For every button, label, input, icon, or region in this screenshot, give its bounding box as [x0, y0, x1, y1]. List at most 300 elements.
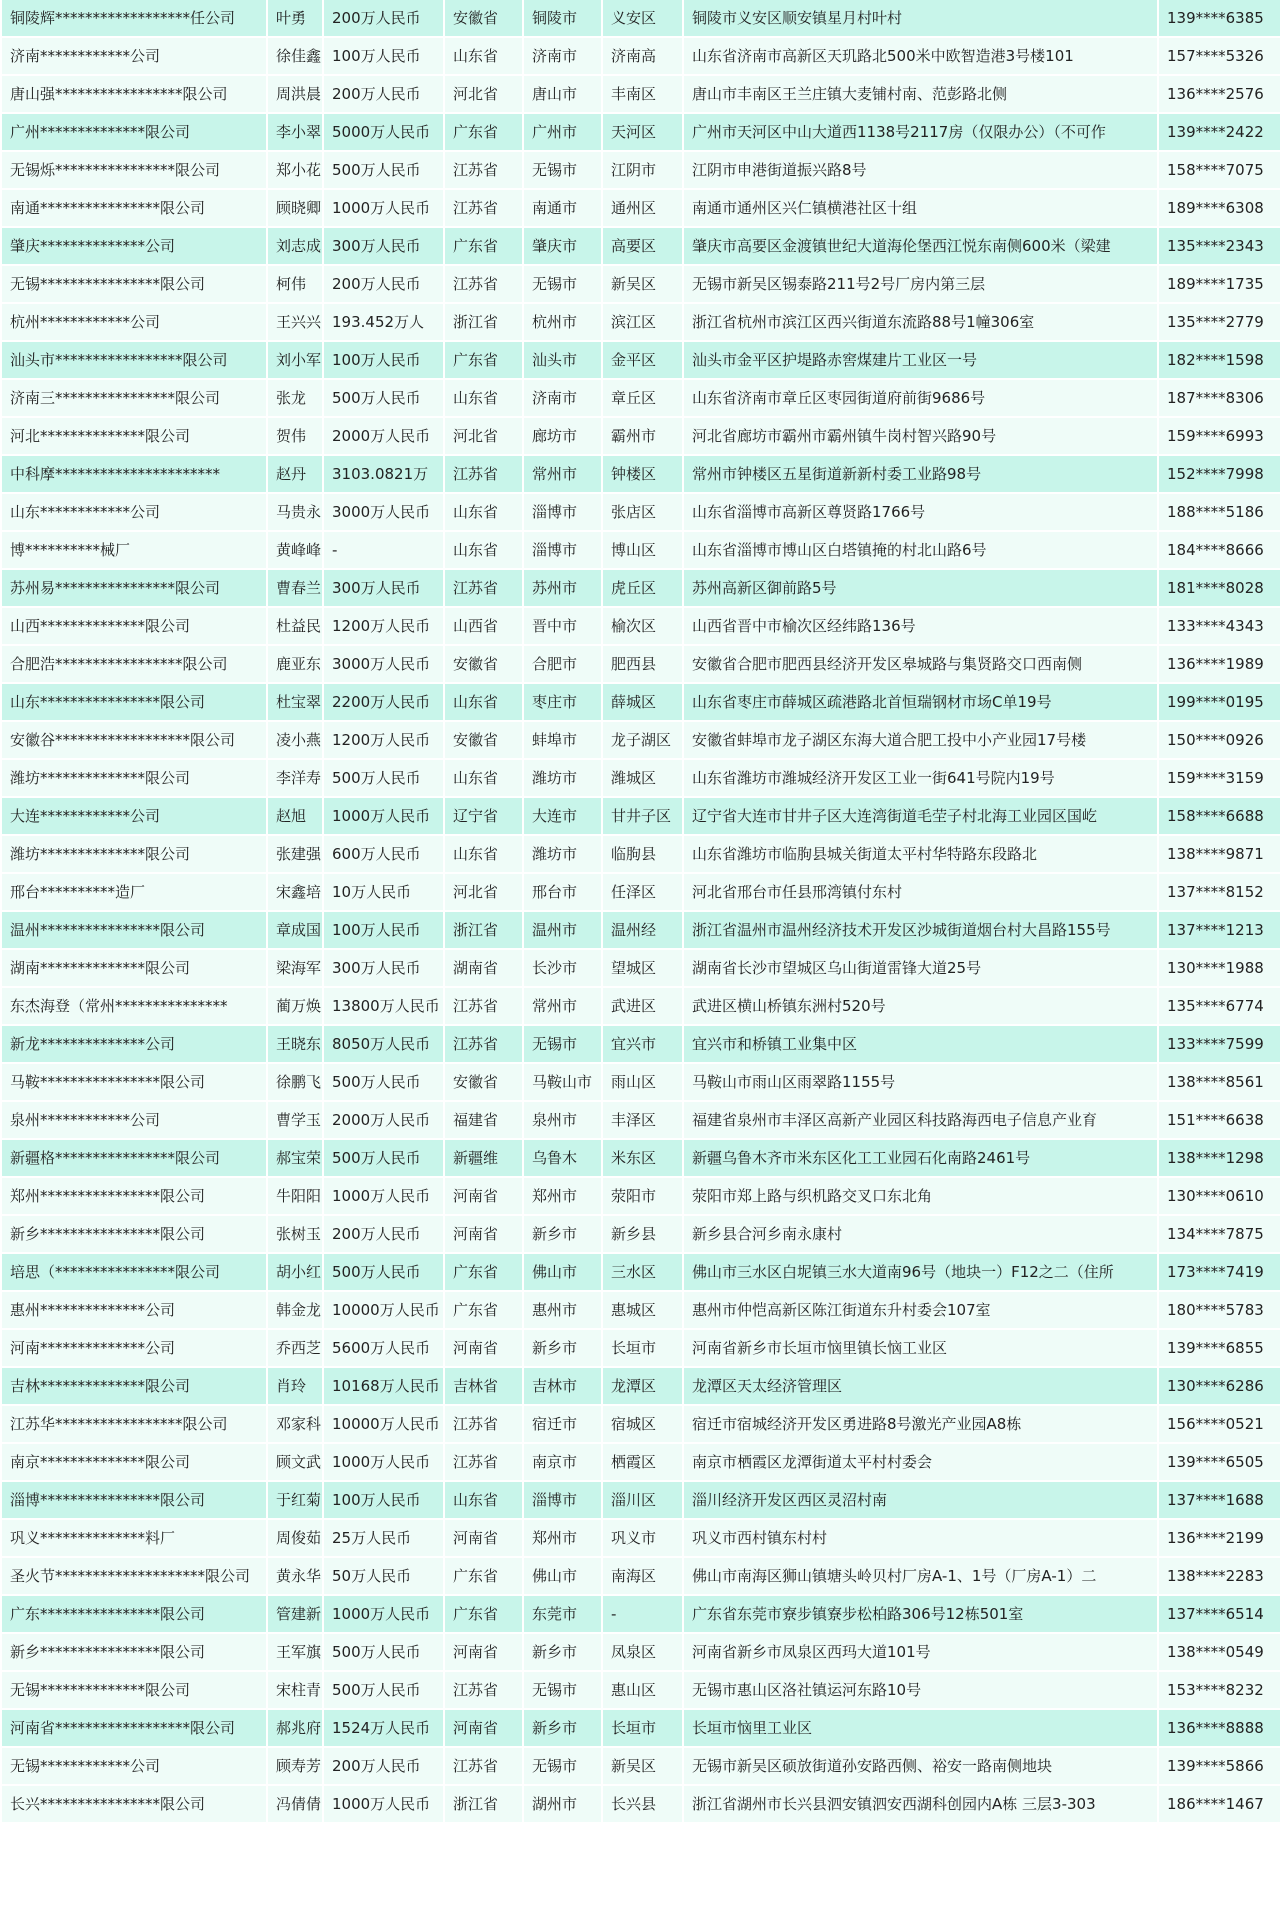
company-name-cell: 唐山强*****************限公司 [2, 76, 266, 112]
province-cell: 安徽省 [445, 0, 522, 36]
registered-capital-cell: 100万人民币 [324, 342, 443, 378]
table-row [2, 532, 1280, 568]
city-cell: 温州市 [524, 912, 601, 948]
district-cell: 荥阳市 [603, 1178, 682, 1214]
table-row [2, 798, 1280, 834]
district-cell: 甘井子区 [603, 798, 682, 834]
phone-cell: 150****0926 [1159, 722, 1280, 758]
company-name-cell: 苏州易****************限公司 [2, 570, 266, 606]
province-cell: 河北省 [445, 418, 522, 454]
district-cell: 江阴市 [603, 152, 682, 188]
city-cell: 邢台市 [524, 874, 601, 910]
district-cell: 丰南区 [603, 76, 682, 112]
province-cell: 河南省 [445, 1520, 522, 1556]
company-name-cell: 新乡****************限公司 [2, 1216, 266, 1252]
province-cell: 浙江省 [445, 1786, 522, 1822]
table-row [2, 152, 1280, 188]
province-cell: 江苏省 [445, 1748, 522, 1784]
province-cell: 山东省 [445, 38, 522, 74]
registered-capital-cell: 1000万人民币 [324, 1596, 443, 1632]
company-name-cell: 河南**************公司 [2, 1330, 266, 1366]
table-row [2, 988, 1280, 1024]
contact-name-cell: 张建强 [268, 836, 322, 872]
company-name-cell: 马鞍****************限公司 [2, 1064, 266, 1100]
phone-cell: 138****0549 [1159, 1634, 1280, 1670]
province-cell: 山东省 [445, 532, 522, 568]
registered-capital-cell: 2000万人民币 [324, 418, 443, 454]
city-cell: 广州市 [524, 114, 601, 150]
city-cell: 宿迁市 [524, 1406, 601, 1442]
registered-capital-cell: 5600万人民币 [324, 1330, 443, 1366]
table-row [2, 76, 1280, 112]
address-cell: 河北省廊坊市霸州市霸州镇牛岗村智兴路90号 [684, 418, 1157, 454]
contact-name-cell: 顾晓卿 [268, 190, 322, 226]
table-row [2, 1026, 1280, 1062]
registered-capital-cell: 200万人民币 [324, 76, 443, 112]
address-cell: 福建省泉州市丰泽区高新产业园区科技路海西电子信息产业育 [684, 1102, 1157, 1138]
company-name-cell: 新龙**************公司 [2, 1026, 266, 1062]
district-cell: 凤泉区 [603, 1634, 682, 1670]
table-row [2, 1520, 1280, 1556]
table-row [2, 1482, 1280, 1518]
table-row [2, 1216, 1280, 1252]
company-name-cell: 山东****************限公司 [2, 684, 266, 720]
province-cell: 河南省 [445, 1330, 522, 1366]
city-cell: 济南市 [524, 38, 601, 74]
phone-cell: 184****8666 [1159, 532, 1280, 568]
table-row [2, 1064, 1280, 1100]
phone-cell: 139****2422 [1159, 114, 1280, 150]
company-name-cell: 无锡**************限公司 [2, 1672, 266, 1708]
company-name-cell: 邢台**********造厂 [2, 874, 266, 910]
district-cell: 张店区 [603, 494, 682, 530]
contact-name-cell: 李小翠 [268, 114, 322, 150]
company-name-cell: 无锡烁****************限公司 [2, 152, 266, 188]
contact-name-cell: 赵旭 [268, 798, 322, 834]
address-cell: 长垣市恼里工业区 [684, 1710, 1157, 1746]
registered-capital-cell: 1524万人民币 [324, 1710, 443, 1746]
district-cell: 薛城区 [603, 684, 682, 720]
district-cell: 通州区 [603, 190, 682, 226]
phone-cell: 130****1988 [1159, 950, 1280, 986]
province-cell: 河北省 [445, 76, 522, 112]
district-cell: 任泽区 [603, 874, 682, 910]
phone-cell: 138****2283 [1159, 1558, 1280, 1594]
registered-capital-cell: 500万人民币 [324, 1634, 443, 1670]
address-cell: 山东省济南市章丘区枣园街道府前街9686号 [684, 380, 1157, 416]
province-cell: 江苏省 [445, 456, 522, 492]
district-cell: 金平区 [603, 342, 682, 378]
district-cell: 南海区 [603, 1558, 682, 1594]
registered-capital-cell: 1200万人民币 [324, 608, 443, 644]
address-cell: 浙江省温州市温州经济技术开发区沙城街道烟台村大昌路155号 [684, 912, 1157, 948]
company-name-cell: 中科摩********************** [2, 456, 266, 492]
registered-capital-cell: 3000万人民币 [324, 646, 443, 682]
city-cell: 淄博市 [524, 1482, 601, 1518]
phone-cell: 159****3159 [1159, 760, 1280, 796]
company-name-cell: 潍坊**************限公司 [2, 836, 266, 872]
province-cell: 河南省 [445, 1216, 522, 1252]
city-cell: 无锡市 [524, 1748, 601, 1784]
registered-capital-cell: 5000万人民币 [324, 114, 443, 150]
address-cell: 肇庆市高要区金渡镇世纪大道海伦堡西江悦东南侧600米（梁建 [684, 228, 1157, 264]
table-row [2, 114, 1280, 150]
district-cell: - [603, 1596, 682, 1632]
province-cell: 河南省 [445, 1634, 522, 1670]
city-cell: 东莞市 [524, 1596, 601, 1632]
address-cell: 河南省新乡市长垣市恼里镇长恼工业区 [684, 1330, 1157, 1366]
company-name-cell: 泉州************公司 [2, 1102, 266, 1138]
address-cell: 宿迁市宿城经济开发区勇进路8号激光产业园A8栋 [684, 1406, 1157, 1442]
address-cell: 新乡县合河乡南永康村 [684, 1216, 1157, 1252]
address-cell: 山东省潍坊市临朐县城关街道太平村华特路东段路北 [684, 836, 1157, 872]
registered-capital-cell: 500万人民币 [324, 1140, 443, 1176]
address-cell: 铜陵市义安区顺安镇星月村叶村 [684, 0, 1157, 36]
registered-capital-cell: 1000万人民币 [324, 1178, 443, 1214]
city-cell: 无锡市 [524, 1672, 601, 1708]
registered-capital-cell: 200万人民币 [324, 266, 443, 302]
table-row [2, 304, 1280, 340]
company-name-cell: 河南省******************限公司 [2, 1710, 266, 1746]
district-cell: 新乡县 [603, 1216, 682, 1252]
city-cell: 新乡市 [524, 1710, 601, 1746]
company-name-cell: 培思（****************限公司 [2, 1254, 266, 1290]
address-cell: 辽宁省大连市甘井子区大连湾街道毛茔子村北海工业园区国屹 [684, 798, 1157, 834]
registered-capital-cell: 500万人民币 [324, 1254, 443, 1290]
city-cell: 铜陵市 [524, 0, 601, 36]
address-cell: 唐山市丰南区王兰庄镇大麦铺村南、范彭路北侧 [684, 76, 1157, 112]
company-name-cell: 济南************公司 [2, 38, 266, 74]
company-name-cell: 无锡************公司 [2, 1748, 266, 1784]
city-cell: 苏州市 [524, 570, 601, 606]
table-row [2, 266, 1280, 302]
province-cell: 广东省 [445, 1292, 522, 1328]
phone-cell: 151****6638 [1159, 1102, 1280, 1138]
registered-capital-cell: 300万人民币 [324, 570, 443, 606]
contact-name-cell: 黄峰峰 [268, 532, 322, 568]
phone-cell: 182****1598 [1159, 342, 1280, 378]
table-row [2, 570, 1280, 606]
table-row [2, 380, 1280, 416]
phone-cell: 136****8888 [1159, 1710, 1280, 1746]
contact-name-cell: 韩金龙 [268, 1292, 322, 1328]
company-name-cell: 济南三****************限公司 [2, 380, 266, 416]
district-cell: 龙潭区 [603, 1368, 682, 1404]
city-cell: 新乡市 [524, 1216, 601, 1252]
province-cell: 福建省 [445, 1102, 522, 1138]
contact-name-cell: 杜宝翠 [268, 684, 322, 720]
city-cell: 长沙市 [524, 950, 601, 986]
registered-capital-cell: 3103.0821万 [324, 456, 443, 492]
contact-name-cell: 王兴兴 [268, 304, 322, 340]
phone-cell: 158****6688 [1159, 798, 1280, 834]
company-name-cell: 山东************公司 [2, 494, 266, 530]
address-cell: 淄川经济开发区西区灵沼村南 [684, 1482, 1157, 1518]
city-cell: 蚌埠市 [524, 722, 601, 758]
address-cell: 佛山市三水区白坭镇三水大道南96号（地块一）F12之二（住所 [684, 1254, 1157, 1290]
address-cell: 广州市天河区中山大道西1138号2117房（仅限办公）（不可作 [684, 114, 1157, 150]
phone-cell: 130****6286 [1159, 1368, 1280, 1404]
table-row [2, 874, 1280, 910]
district-cell: 巩义市 [603, 1520, 682, 1556]
registered-capital-cell: 50万人民币 [324, 1558, 443, 1594]
registered-capital-cell: 25万人民币 [324, 1520, 443, 1556]
province-cell: 山东省 [445, 380, 522, 416]
city-cell: 淄博市 [524, 494, 601, 530]
address-cell: 南京市栖霞区龙潭街道太平村村委会 [684, 1444, 1157, 1480]
contact-name-cell: 刘小军 [268, 342, 322, 378]
city-cell: 淄博市 [524, 532, 601, 568]
address-cell: 无锡市惠山区洛社镇运河东路10号 [684, 1672, 1157, 1708]
company-name-cell: 长兴****************限公司 [2, 1786, 266, 1822]
table-row [2, 1140, 1280, 1176]
district-cell: 天河区 [603, 114, 682, 150]
registered-capital-cell: 500万人民币 [324, 760, 443, 796]
company-name-cell: 山西**************限公司 [2, 608, 266, 644]
contact-name-cell: 叶勇 [268, 0, 322, 36]
phone-cell: 186****1467 [1159, 1786, 1280, 1822]
registered-capital-cell: 1200万人民币 [324, 722, 443, 758]
province-cell: 广东省 [445, 1254, 522, 1290]
table-row [2, 1558, 1280, 1594]
company-name-cell: 巩义**************料厂 [2, 1520, 266, 1556]
city-cell: 合肥市 [524, 646, 601, 682]
table-row [2, 1672, 1280, 1708]
phone-cell: 138****8561 [1159, 1064, 1280, 1100]
province-cell: 江苏省 [445, 1026, 522, 1062]
province-cell: 广东省 [445, 342, 522, 378]
table-row [2, 722, 1280, 758]
contact-name-cell: 李洋寿 [268, 760, 322, 796]
registered-capital-cell: 3000万人民币 [324, 494, 443, 530]
city-cell: 佛山市 [524, 1254, 601, 1290]
district-cell: 惠山区 [603, 1672, 682, 1708]
district-cell: 武进区 [603, 988, 682, 1024]
contact-name-cell: 郝宝荣 [268, 1140, 322, 1176]
company-name-cell: 南通****************限公司 [2, 190, 266, 226]
district-cell: 温州经 [603, 912, 682, 948]
company-name-cell: 广东****************限公司 [2, 1596, 266, 1632]
district-cell: 长垣市 [603, 1710, 682, 1746]
phone-cell: 189****6308 [1159, 190, 1280, 226]
province-cell: 山东省 [445, 494, 522, 530]
phone-cell: 135****6774 [1159, 988, 1280, 1024]
phone-cell: 136****2576 [1159, 76, 1280, 112]
table-row [2, 190, 1280, 226]
registered-capital-cell: 193.452万人 [324, 304, 443, 340]
table-row [2, 1292, 1280, 1328]
province-cell: 江苏省 [445, 266, 522, 302]
phone-cell: 135****2779 [1159, 304, 1280, 340]
address-cell: 龙潭区天太经济管理区 [684, 1368, 1157, 1404]
contact-name-cell: 顾文武 [268, 1444, 322, 1480]
phone-cell: 187****8306 [1159, 380, 1280, 416]
contact-name-cell: 周俊茹 [268, 1520, 322, 1556]
province-cell: 山东省 [445, 684, 522, 720]
table-row [2, 1786, 1280, 1822]
address-cell: 新疆乌鲁木齐市米东区化工工业园石化南路2461号 [684, 1140, 1157, 1176]
registered-capital-cell: 10万人民币 [324, 874, 443, 910]
district-cell: 新吴区 [603, 1748, 682, 1784]
province-cell: 江苏省 [445, 570, 522, 606]
company-name-cell: 河北**************限公司 [2, 418, 266, 454]
phone-cell: 181****8028 [1159, 570, 1280, 606]
city-cell: 杭州市 [524, 304, 601, 340]
phone-cell: 189****1735 [1159, 266, 1280, 302]
registered-capital-cell: 1000万人民币 [324, 1444, 443, 1480]
district-cell: 高要区 [603, 228, 682, 264]
table-row [2, 38, 1280, 74]
province-cell: 山西省 [445, 608, 522, 644]
phone-cell: 130****0610 [1159, 1178, 1280, 1214]
province-cell: 江苏省 [445, 1406, 522, 1442]
phone-cell: 156****0521 [1159, 1406, 1280, 1442]
address-cell: 山东省淄博市博山区白塔镇掩的村北山路6号 [684, 532, 1157, 568]
contact-name-cell: 章成国 [268, 912, 322, 948]
company-name-cell: 淄博****************限公司 [2, 1482, 266, 1518]
province-cell: 安徽省 [445, 646, 522, 682]
registered-capital-cell: 300万人民币 [324, 228, 443, 264]
table-row [2, 1634, 1280, 1670]
province-cell: 河南省 [445, 1178, 522, 1214]
registered-capital-cell: 10168万人民币 [324, 1368, 443, 1404]
company-name-cell: 安徽谷******************限公司 [2, 722, 266, 758]
address-cell: 山西省晋中市榆次区经纬路136号 [684, 608, 1157, 644]
province-cell: 湖南省 [445, 950, 522, 986]
table-row [2, 1102, 1280, 1138]
district-cell: 滨江区 [603, 304, 682, 340]
contact-name-cell: 邓家科 [268, 1406, 322, 1442]
company-name-cell: 汕头市*****************限公司 [2, 342, 266, 378]
province-cell: 河北省 [445, 874, 522, 910]
phone-cell: 137****1213 [1159, 912, 1280, 948]
address-cell: 山东省济南市高新区天玑路北500米中欧智造港3号楼101 [684, 38, 1157, 74]
district-cell: 雨山区 [603, 1064, 682, 1100]
province-cell: 广东省 [445, 228, 522, 264]
district-cell: 宜兴市 [603, 1026, 682, 1062]
company-name-cell: 惠州**************公司 [2, 1292, 266, 1328]
contact-name-cell: 鹿亚东 [268, 646, 322, 682]
address-cell: 浙江省杭州市滨江区西兴街道东流路88号1幢306室 [684, 304, 1157, 340]
table-row [2, 1178, 1280, 1214]
phone-cell: 159****6993 [1159, 418, 1280, 454]
phone-cell: 133****7599 [1159, 1026, 1280, 1062]
table-row [2, 456, 1280, 492]
contact-name-cell: 蔺万焕 [268, 988, 322, 1024]
phone-cell: 139****6505 [1159, 1444, 1280, 1480]
phone-cell: 152****7998 [1159, 456, 1280, 492]
table-row [2, 342, 1280, 378]
district-cell: 榆次区 [603, 608, 682, 644]
phone-cell: 180****5783 [1159, 1292, 1280, 1328]
district-cell: 义安区 [603, 0, 682, 36]
contact-name-cell: 乔西芝 [268, 1330, 322, 1366]
district-cell: 新吴区 [603, 266, 682, 302]
registered-capital-cell: 200万人民币 [324, 0, 443, 36]
city-cell: 吉林市 [524, 1368, 601, 1404]
city-cell: 无锡市 [524, 266, 601, 302]
company-name-cell: 博**********械厂 [2, 532, 266, 568]
address-cell: 湖南省长沙市望城区乌山街道雷锋大道25号 [684, 950, 1157, 986]
phone-cell: 137****1688 [1159, 1482, 1280, 1518]
company-name-cell: 肇庆**************公司 [2, 228, 266, 264]
city-cell: 肇庆市 [524, 228, 601, 264]
address-cell: 山东省淄博市高新区尊贤路1766号 [684, 494, 1157, 530]
district-cell: 望城区 [603, 950, 682, 986]
phone-cell: 188****5186 [1159, 494, 1280, 530]
company-table-body [2, 0, 1280, 1822]
contact-name-cell: 宋鑫培 [268, 874, 322, 910]
address-cell: 宜兴市和桥镇工业集中区 [684, 1026, 1157, 1062]
phone-cell: 137****6514 [1159, 1596, 1280, 1632]
contact-name-cell: 凌小燕 [268, 722, 322, 758]
table-row [2, 418, 1280, 454]
city-cell: 枣庄市 [524, 684, 601, 720]
contact-name-cell: 贺伟 [268, 418, 322, 454]
contact-name-cell: 肖玲 [268, 1368, 322, 1404]
table-row [2, 1444, 1280, 1480]
phone-cell: 199****0195 [1159, 684, 1280, 720]
address-cell: 无锡市新吴区硕放街道孙安路西侧、裕安一路南侧地块 [684, 1748, 1157, 1784]
district-cell: 长垣市 [603, 1330, 682, 1366]
company-name-cell: 东杰海登（常州*************** [2, 988, 266, 1024]
company-name-cell: 南京**************限公司 [2, 1444, 266, 1480]
contact-name-cell: 梁海军 [268, 950, 322, 986]
phone-cell: 139****5866 [1159, 1748, 1280, 1784]
city-cell: 无锡市 [524, 1026, 601, 1062]
phone-cell: 135****2343 [1159, 228, 1280, 264]
district-cell: 肥西县 [603, 646, 682, 682]
registered-capital-cell: 10000万人民币 [324, 1406, 443, 1442]
phone-cell: 153****8232 [1159, 1672, 1280, 1708]
address-cell: 无锡市新吴区锡泰路211号2号厂房内第三层 [684, 266, 1157, 302]
phone-cell: 137****8152 [1159, 874, 1280, 910]
phone-cell: 139****6855 [1159, 1330, 1280, 1366]
district-cell: 博山区 [603, 532, 682, 568]
city-cell: 新乡市 [524, 1634, 601, 1670]
address-cell: 汕头市金平区护堤路赤窖煤建片工业区一号 [684, 342, 1157, 378]
contact-name-cell: 徐佳鑫 [268, 38, 322, 74]
address-cell: 南通市通州区兴仁镇横港社区十组 [684, 190, 1157, 226]
contact-name-cell: 管建新 [268, 1596, 322, 1632]
company-name-cell: 郑州****************限公司 [2, 1178, 266, 1214]
district-cell: 米东区 [603, 1140, 682, 1176]
registered-capital-cell: 2200万人民币 [324, 684, 443, 720]
company-name-cell: 合肥浩*****************限公司 [2, 646, 266, 682]
address-cell: 江阴市申港街道振兴路8号 [684, 152, 1157, 188]
company-name-cell: 江苏华*****************限公司 [2, 1406, 266, 1442]
company-name-cell: 杭州************公司 [2, 304, 266, 340]
registered-capital-cell: 100万人民币 [324, 912, 443, 948]
phone-cell: 138****9871 [1159, 836, 1280, 872]
table-row [2, 836, 1280, 872]
province-cell: 河南省 [445, 1710, 522, 1746]
company-name-cell: 新乡****************限公司 [2, 1634, 266, 1670]
city-cell: 潍坊市 [524, 836, 601, 872]
contact-name-cell: 张树玉 [268, 1216, 322, 1252]
city-cell: 南京市 [524, 1444, 601, 1480]
province-cell: 浙江省 [445, 304, 522, 340]
table-row [2, 950, 1280, 986]
province-cell: 江苏省 [445, 190, 522, 226]
contact-name-cell: 郝兆府 [268, 1710, 322, 1746]
contact-name-cell: 冯倩倩 [268, 1786, 322, 1822]
province-cell: 山东省 [445, 1482, 522, 1518]
table-row [2, 1330, 1280, 1366]
province-cell: 浙江省 [445, 912, 522, 948]
city-cell: 惠州市 [524, 1292, 601, 1328]
registered-capital-cell: 500万人民币 [324, 1064, 443, 1100]
